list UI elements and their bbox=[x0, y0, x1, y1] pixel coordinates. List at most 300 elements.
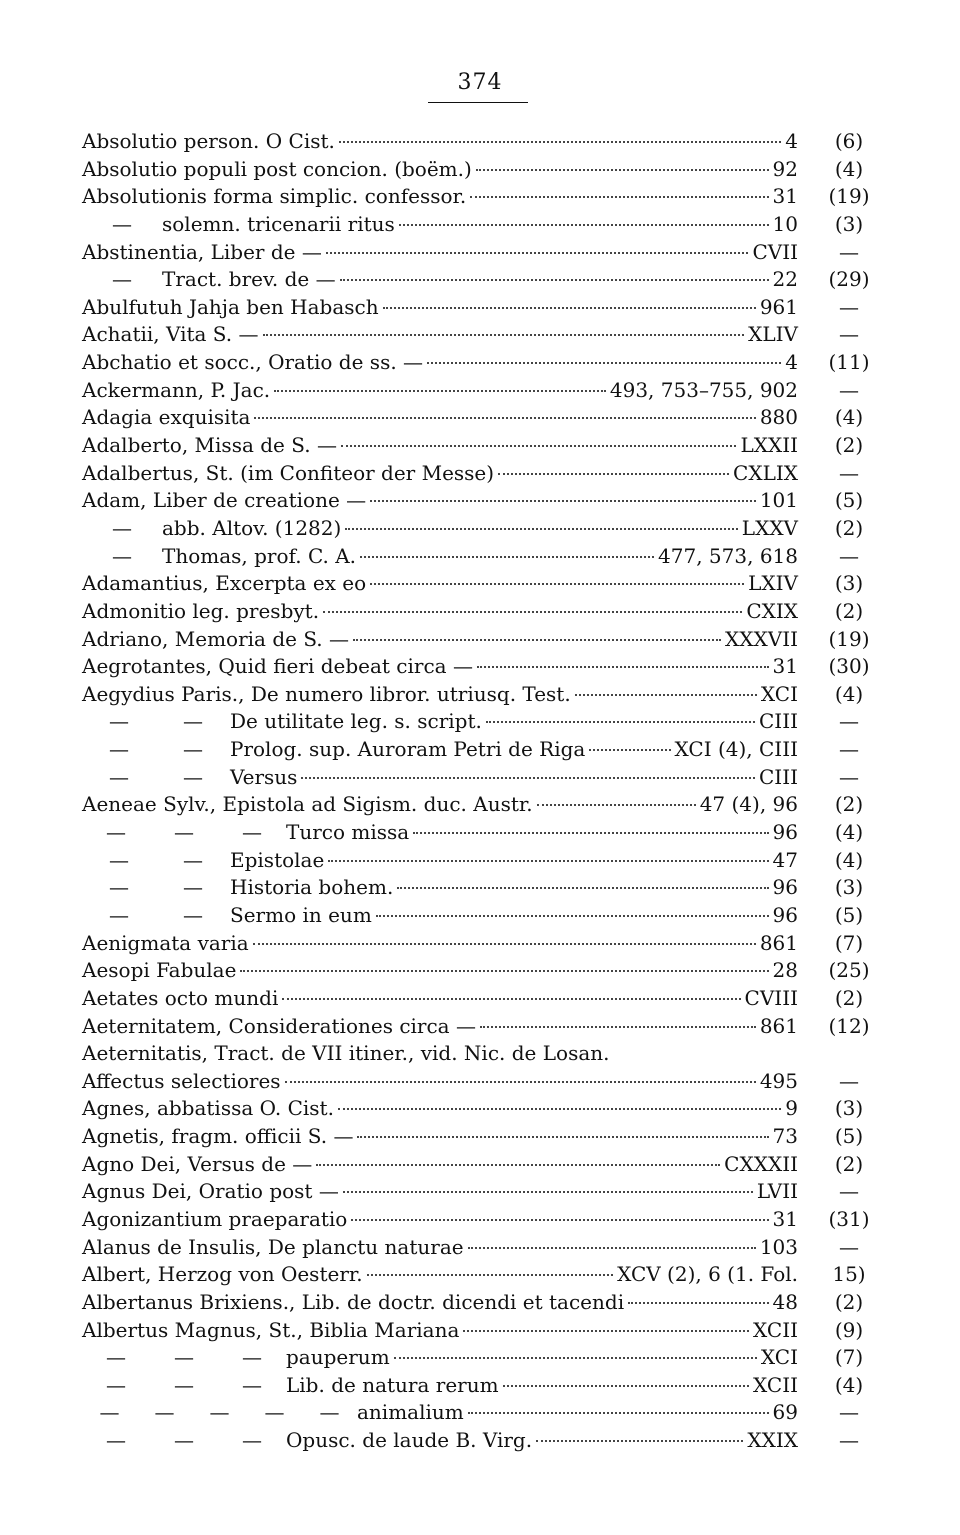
repeat-dash: — bbox=[106, 1345, 126, 1370]
repeat-dash: — bbox=[183, 902, 203, 927]
index-entry bbox=[82, 239, 876, 267]
index-count: — bbox=[839, 709, 859, 734]
dot-leader bbox=[486, 720, 755, 723]
index-reference: 69 bbox=[772, 1400, 798, 1425]
index-reference: 28 bbox=[772, 958, 798, 983]
index-reference: XCV (2), 6 (1. Fol. bbox=[617, 1262, 798, 1287]
index-entry bbox=[82, 377, 876, 405]
index-term: Aegrotantes, Quid fieri debeat circa — bbox=[82, 654, 473, 679]
index-count: (19) bbox=[828, 184, 870, 209]
index-lemma bbox=[82, 543, 798, 571]
dot-leader bbox=[397, 886, 768, 889]
dot-leader bbox=[503, 1384, 749, 1387]
index-reference: XCII bbox=[753, 1372, 798, 1397]
index-lemma bbox=[82, 404, 798, 432]
index-term: Lib. de natura rerum bbox=[286, 1372, 499, 1397]
index-lemma bbox=[82, 1234, 798, 1262]
index-term: Adamantius, Excerpta ex eo bbox=[82, 571, 367, 596]
repeat-dash: — bbox=[174, 1428, 194, 1453]
index-term: Aeternitatis, Tract. de VII itiner., vid. Nic. de Losan. bbox=[82, 1041, 610, 1066]
index-lemma bbox=[82, 653, 798, 681]
index-entry bbox=[82, 432, 876, 460]
dot-leader bbox=[338, 1107, 781, 1110]
repeat-dash: — bbox=[242, 1372, 262, 1397]
repeat-dash: — bbox=[99, 1400, 120, 1425]
index-term: pauperum bbox=[286, 1345, 390, 1370]
index-lemma bbox=[82, 1178, 798, 1206]
index-count: (2) bbox=[834, 1289, 864, 1314]
index-entry bbox=[82, 1040, 876, 1068]
index-term: Achatii, Vita S. — bbox=[82, 322, 259, 347]
dot-leader bbox=[343, 1190, 753, 1193]
index-term: Adalberto, Missa de S. — bbox=[82, 433, 337, 458]
index-term: Historia bohem. bbox=[230, 875, 394, 900]
dot-leader bbox=[357, 1135, 768, 1138]
index-term: Turco missa bbox=[286, 820, 410, 845]
index-term: Ackermann, P. Jac. bbox=[82, 377, 271, 402]
index-lemma bbox=[82, 985, 798, 1013]
index-lemma bbox=[82, 1427, 798, 1455]
repeat-dash: — bbox=[264, 1400, 285, 1425]
index-entry bbox=[82, 460, 876, 488]
index-lemma bbox=[82, 847, 798, 875]
index-term: Agnetis, fragm. officii S. — bbox=[82, 1124, 354, 1149]
index-term: Albert, Herzog von Oesterr. bbox=[82, 1262, 363, 1287]
index-entry bbox=[82, 1068, 876, 1096]
index-entry bbox=[82, 487, 876, 515]
index-reference: XXIX bbox=[747, 1428, 798, 1453]
index-reference: 861 bbox=[759, 1013, 798, 1038]
index-entry bbox=[82, 764, 876, 792]
index-entry bbox=[82, 1151, 876, 1179]
index-reference: 495 bbox=[759, 1068, 798, 1093]
index-reference: 477, 573, 618 bbox=[658, 543, 798, 568]
repeat-dash: — bbox=[109, 875, 129, 900]
dot-leader bbox=[360, 555, 654, 558]
index-term: Aetates octo mundi bbox=[82, 985, 279, 1010]
index-reference: XCI (4), CIII bbox=[674, 737, 798, 762]
index-lemma bbox=[82, 460, 798, 488]
index-reference: 22 bbox=[772, 267, 798, 292]
index-lemma bbox=[82, 930, 798, 958]
index-reference: 880 bbox=[759, 405, 798, 430]
repeat-dash: — bbox=[174, 820, 194, 845]
index-entry bbox=[82, 847, 876, 875]
index-reference: XCII bbox=[753, 1317, 798, 1342]
index-lemma bbox=[82, 1289, 798, 1317]
index-term: Adagia exquisita bbox=[82, 405, 251, 430]
dot-leader bbox=[589, 748, 670, 751]
dot-leader bbox=[480, 1025, 756, 1028]
index-reference: CXXXII bbox=[724, 1151, 798, 1176]
index-reference: LVII bbox=[756, 1179, 798, 1204]
repeat-dash: — bbox=[112, 211, 132, 236]
index-entry bbox=[82, 819, 876, 847]
page-number-rule bbox=[428, 102, 528, 103]
index-lemma bbox=[82, 1123, 798, 1151]
index-entry bbox=[82, 515, 876, 543]
index-reference: 96 bbox=[772, 820, 798, 845]
index-count: (6) bbox=[834, 129, 864, 153]
index-entry bbox=[82, 183, 876, 211]
index-entry bbox=[82, 156, 876, 184]
repeat-dash: — bbox=[154, 1400, 175, 1425]
index-reference: 96 bbox=[772, 875, 798, 900]
index-count: (5) bbox=[834, 488, 864, 513]
dot-leader bbox=[285, 1080, 756, 1083]
index-count: — bbox=[839, 322, 859, 347]
index-count: (4) bbox=[834, 1372, 864, 1397]
index-lemma bbox=[82, 211, 798, 239]
index-count: (9) bbox=[834, 1317, 864, 1342]
dot-leader bbox=[351, 1218, 768, 1221]
index-reference: 92 bbox=[772, 156, 798, 181]
index-count: 15) bbox=[832, 1262, 866, 1287]
index-count: (2) bbox=[834, 515, 864, 540]
index-lemma bbox=[82, 819, 798, 847]
dot-leader bbox=[628, 1301, 768, 1304]
index-entry bbox=[82, 957, 876, 985]
dot-leader bbox=[345, 527, 737, 530]
index-entry bbox=[82, 653, 876, 681]
index-term: Absolutio populi post concion. (boëm.) bbox=[82, 156, 472, 181]
dot-leader bbox=[536, 1439, 743, 1442]
index-lemma bbox=[82, 570, 798, 598]
index-entry bbox=[82, 985, 876, 1013]
index-count: (7) bbox=[834, 1345, 864, 1370]
index-term: Absolutio person. O Cist. bbox=[82, 129, 335, 153]
index-entry bbox=[82, 791, 876, 819]
repeat-dash: — bbox=[242, 1345, 262, 1370]
index-reference: 31 bbox=[772, 1206, 798, 1231]
index-reference: CVIII bbox=[744, 985, 798, 1010]
index-lemma bbox=[82, 266, 798, 294]
index-count: (2) bbox=[834, 433, 864, 458]
dot-leader bbox=[326, 251, 749, 254]
index-lemma bbox=[82, 791, 798, 819]
index-count: — bbox=[839, 1428, 859, 1453]
index-entry bbox=[82, 1261, 876, 1289]
index-term: Albertus Magnus, St., Biblia Mariana bbox=[82, 1317, 460, 1342]
page-number: 374 bbox=[457, 70, 503, 95]
repeat-dash: — bbox=[106, 820, 126, 845]
dot-leader bbox=[476, 168, 769, 171]
index-reference: 493, 753–755, 902 bbox=[609, 377, 798, 402]
index-term: Aegydius Paris., De numero libror. utriusq. Test. bbox=[82, 681, 571, 706]
repeat-dash: — bbox=[174, 1345, 194, 1370]
index-count: (4) bbox=[834, 405, 864, 430]
dot-leader bbox=[537, 803, 696, 806]
index-entry bbox=[82, 902, 876, 930]
index-count: — bbox=[839, 764, 859, 789]
index-term: Epistolae bbox=[230, 847, 325, 872]
repeat-dash: — bbox=[106, 1372, 126, 1397]
index-entry bbox=[82, 1234, 876, 1262]
index-count: (29) bbox=[828, 267, 870, 292]
index-term: Aenigmata varia bbox=[82, 930, 249, 955]
index-reference: 96 bbox=[772, 902, 798, 927]
dot-leader bbox=[353, 638, 721, 641]
index-count: — bbox=[839, 1234, 859, 1259]
index-lemma bbox=[82, 1344, 798, 1372]
index-reference: 4 bbox=[785, 350, 798, 375]
index-lemma bbox=[82, 294, 798, 322]
index-reference: LXXV bbox=[741, 515, 798, 540]
index-count: (4) bbox=[834, 820, 864, 845]
index-term: De utilitate leg. s. script. bbox=[230, 709, 482, 734]
dot-leader bbox=[427, 361, 781, 364]
index-term: Agnus Dei, Oratio post — bbox=[82, 1179, 339, 1204]
index-entry bbox=[82, 736, 876, 764]
dot-leader bbox=[339, 140, 781, 143]
index-entries bbox=[82, 128, 876, 1455]
index-count: — bbox=[839, 377, 859, 402]
index-entry bbox=[82, 211, 876, 239]
index-lemma bbox=[82, 1095, 798, 1123]
index-lemma bbox=[82, 128, 798, 156]
index-count: (3) bbox=[834, 211, 864, 236]
dot-leader bbox=[367, 1273, 613, 1276]
index-lemma bbox=[82, 626, 798, 654]
index-entry bbox=[82, 708, 876, 736]
dot-leader bbox=[240, 969, 768, 972]
dot-leader bbox=[575, 693, 757, 696]
index-count: (2) bbox=[834, 792, 864, 817]
index-term: Admonitio leg. presbyt. bbox=[82, 598, 320, 623]
index-count: — bbox=[839, 1068, 859, 1093]
index-entry bbox=[82, 266, 876, 294]
index-reference: 861 bbox=[759, 930, 798, 955]
index-count: (3) bbox=[834, 571, 864, 596]
index-count: — bbox=[839, 294, 859, 319]
index-reference: 31 bbox=[772, 654, 798, 679]
index-term: Agonizantium praeparatio bbox=[82, 1206, 348, 1231]
index-count: (5) bbox=[834, 902, 864, 927]
index-count: — bbox=[839, 737, 859, 762]
index-lemma bbox=[82, 764, 798, 792]
index-reference: LXXII bbox=[740, 433, 798, 458]
index-lemma bbox=[82, 487, 798, 515]
dot-leader bbox=[323, 610, 742, 613]
dot-leader bbox=[301, 776, 755, 779]
index-lemma bbox=[82, 1151, 798, 1179]
index-reference: XCI bbox=[760, 681, 798, 706]
index-entry bbox=[82, 1372, 876, 1400]
index-reference: LXIV bbox=[748, 571, 798, 596]
index-reference: 101 bbox=[759, 488, 798, 513]
index-count: (4) bbox=[834, 156, 864, 181]
index-reference: 31 bbox=[772, 184, 798, 209]
index-lemma bbox=[82, 1372, 798, 1400]
index-count: — bbox=[839, 239, 859, 264]
repeat-dash: — bbox=[109, 737, 129, 762]
index-reference: CIII bbox=[758, 764, 798, 789]
repeat-dash: — bbox=[109, 902, 129, 927]
dot-leader bbox=[376, 914, 769, 917]
index-lemma bbox=[82, 156, 798, 184]
index-reference: 47 (4), 96 bbox=[699, 792, 798, 817]
dot-leader bbox=[468, 1246, 756, 1249]
index-entry bbox=[82, 1427, 876, 1455]
dot-leader bbox=[468, 1411, 769, 1414]
index-lemma bbox=[82, 377, 798, 405]
index-entry bbox=[82, 128, 876, 156]
index-count: (30) bbox=[828, 654, 870, 679]
index-entry bbox=[82, 321, 876, 349]
repeat-dash: — bbox=[183, 847, 203, 872]
repeat-dash: — bbox=[183, 709, 203, 734]
index-lemma bbox=[82, 183, 798, 211]
index-count: — bbox=[839, 1179, 859, 1204]
index-term: Adriano, Memoria de S. — bbox=[82, 626, 350, 651]
repeat-dash: — bbox=[109, 764, 129, 789]
dot-leader bbox=[254, 416, 755, 419]
index-entry bbox=[82, 1317, 876, 1345]
index-entry bbox=[82, 294, 876, 322]
index-reference: 47 bbox=[772, 847, 798, 872]
index-lemma bbox=[82, 432, 798, 460]
index-reference: XCI bbox=[760, 1345, 798, 1370]
index-count: (3) bbox=[834, 875, 864, 900]
index-term: Versus bbox=[230, 764, 298, 789]
index-entry bbox=[82, 1399, 876, 1427]
dot-leader bbox=[316, 1163, 720, 1166]
dot-leader bbox=[498, 472, 729, 475]
index-term: Sermo in eum bbox=[230, 902, 372, 927]
index-term: abb. Altov. (1282) bbox=[162, 515, 342, 540]
index-lemma bbox=[82, 598, 798, 626]
index-entry bbox=[82, 570, 876, 598]
index-count: — bbox=[839, 543, 859, 568]
index-lemma bbox=[82, 1040, 798, 1068]
index-lemma bbox=[82, 957, 798, 985]
dot-leader bbox=[263, 333, 745, 336]
index-entry bbox=[82, 1344, 876, 1372]
index-lemma bbox=[82, 1317, 798, 1345]
index-reference: 103 bbox=[759, 1234, 798, 1259]
repeat-dash: — bbox=[109, 847, 129, 872]
index-count: (4) bbox=[834, 681, 864, 706]
index-term: Opusc. de laude B. Virg. bbox=[286, 1428, 533, 1453]
index-lemma bbox=[82, 902, 798, 930]
index-entry bbox=[82, 1206, 876, 1234]
dot-leader bbox=[470, 195, 768, 198]
index-entry bbox=[82, 626, 876, 654]
index-count: (5) bbox=[834, 1124, 864, 1149]
index-count: (2) bbox=[834, 985, 864, 1010]
index-entry bbox=[82, 930, 876, 958]
index-count: — bbox=[839, 460, 859, 485]
index-entry bbox=[82, 874, 876, 902]
dot-leader bbox=[328, 859, 768, 862]
index-reference: CVII bbox=[752, 239, 798, 264]
dot-leader bbox=[370, 582, 744, 585]
dot-leader bbox=[253, 942, 756, 945]
index-count: — bbox=[839, 1400, 859, 1425]
index-lemma bbox=[82, 874, 798, 902]
index-lemma bbox=[82, 708, 798, 736]
index-term: Agno Dei, Versus de — bbox=[82, 1151, 313, 1176]
index-term: Aeneae Sylv., Epistola ad Sigism. duc. Austr. bbox=[82, 792, 533, 817]
index-count: (2) bbox=[834, 598, 864, 623]
index-count: (7) bbox=[834, 930, 864, 955]
index-reference: 73 bbox=[772, 1124, 798, 1149]
index-entry bbox=[82, 1289, 876, 1317]
index-count: (12) bbox=[828, 1013, 870, 1038]
index-lemma bbox=[82, 239, 798, 267]
dot-leader bbox=[341, 444, 736, 447]
repeat-dash: — bbox=[242, 820, 262, 845]
repeat-dash: — bbox=[183, 737, 203, 762]
index-lemma bbox=[82, 1399, 798, 1427]
index-entry bbox=[82, 543, 876, 571]
index-reference: CIII bbox=[758, 709, 798, 734]
index-reference: 9 bbox=[785, 1096, 798, 1121]
index-reference: CXIX bbox=[746, 598, 798, 623]
index-count: (11) bbox=[828, 350, 870, 375]
index-lemma bbox=[82, 1013, 798, 1041]
repeat-dash: — bbox=[112, 515, 132, 540]
index-entry bbox=[82, 681, 876, 709]
index-term: Abstinentia, Liber de — bbox=[82, 239, 322, 264]
index-lemma bbox=[82, 736, 798, 764]
repeat-dash: — bbox=[242, 1428, 262, 1453]
index-term: solemn. tricenarii ritus bbox=[162, 211, 395, 236]
index-term: Prolog. sup. Auroram Petri de Riga bbox=[230, 737, 586, 762]
index-term: Adam, Liber de creatione — bbox=[82, 488, 367, 513]
dot-leader bbox=[370, 499, 756, 502]
index-term: Absolutionis forma simplic. confessor. bbox=[82, 184, 467, 209]
index-lemma bbox=[82, 1068, 798, 1096]
dot-leader bbox=[399, 223, 769, 226]
index-term: Adalbertus, St. (im Confiteor der Messe) bbox=[82, 460, 495, 485]
index-term: Abulfutuh Jahja ben Habasch bbox=[82, 294, 379, 319]
index-entry bbox=[82, 1123, 876, 1151]
index-term: Albertanus Brixiens., Lib. de doctr. dicendi et tacendi bbox=[82, 1289, 625, 1314]
index-count: (4) bbox=[834, 847, 864, 872]
index-entry bbox=[82, 1178, 876, 1206]
index-reference: XLIV bbox=[748, 322, 798, 347]
index-term: Affectus selectiores bbox=[82, 1068, 281, 1093]
repeat-dash: — bbox=[209, 1400, 230, 1425]
repeat-dash: — bbox=[112, 267, 132, 292]
dot-leader bbox=[394, 1356, 757, 1359]
index-term: Agnes, abbatissa O. Cist. bbox=[82, 1096, 334, 1121]
dot-leader bbox=[463, 1329, 749, 1332]
index-entry bbox=[82, 349, 876, 377]
index-count: (31) bbox=[828, 1206, 870, 1231]
dot-leader bbox=[413, 831, 768, 834]
index-lemma bbox=[82, 1261, 798, 1289]
dot-leader bbox=[274, 389, 606, 392]
index-count: (3) bbox=[834, 1096, 864, 1121]
index-term: Abchatio et socc., Oratio de ss. — bbox=[82, 350, 424, 375]
index-entry bbox=[82, 404, 876, 432]
index-term: Aeternitatem, Considerationes circa — bbox=[82, 1013, 476, 1038]
index-reference: CXLIX bbox=[733, 460, 798, 485]
repeat-dash: — bbox=[319, 1400, 340, 1425]
repeat-dash: — bbox=[183, 764, 203, 789]
index-lemma bbox=[82, 1206, 798, 1234]
index-reference: 4 bbox=[785, 129, 798, 153]
index-term: animalium bbox=[357, 1400, 464, 1425]
repeat-dash: — bbox=[106, 1428, 126, 1453]
index-term: Tract. brev. de — bbox=[162, 267, 336, 292]
index-term: Aesopi Fabulae bbox=[82, 958, 237, 983]
index-term: Thomas, prof. C. A. bbox=[162, 543, 357, 568]
dot-leader bbox=[477, 665, 769, 668]
index-lemma bbox=[82, 321, 798, 349]
